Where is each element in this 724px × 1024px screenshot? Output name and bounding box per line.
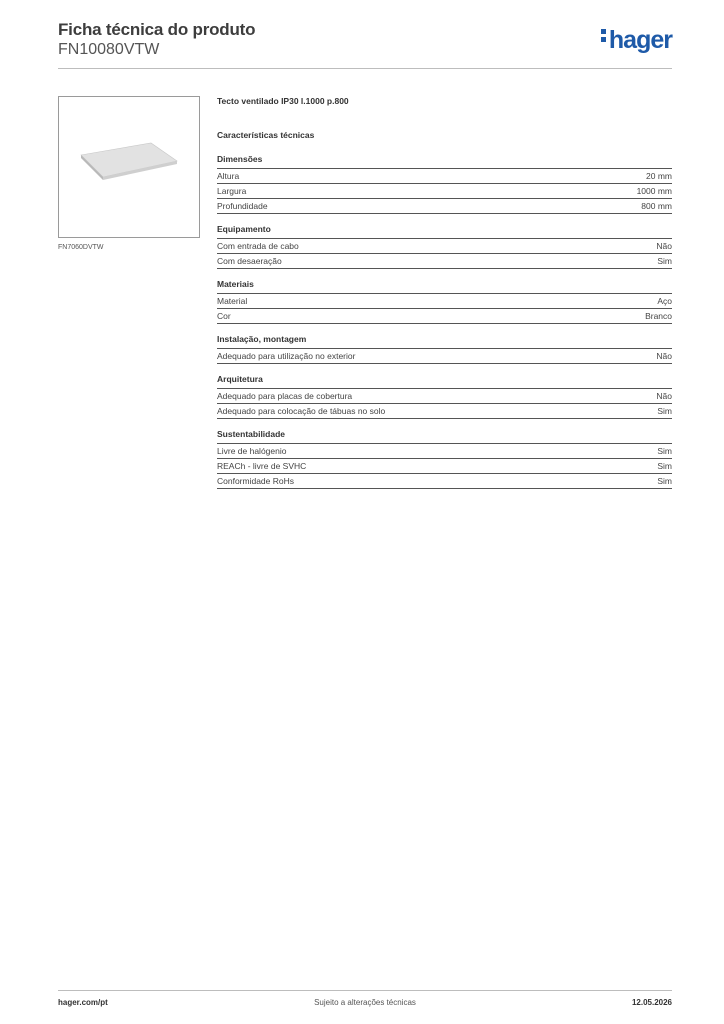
- product-image: [59, 97, 199, 237]
- spec-value: Sim: [657, 461, 672, 471]
- spec-row: [217, 254, 672, 269]
- footer-note: Sujeito a alterações técnicas: [314, 998, 416, 1007]
- spec-label: Com desaeração: [217, 256, 282, 266]
- spec-value: Não: [656, 351, 672, 361]
- product-code: FN10080VTW: [58, 41, 160, 58]
- spec-group-title: Equipamento: [217, 224, 672, 239]
- spec-value: Aço: [657, 296, 672, 306]
- footer-date: 12.05.2026: [631, 998, 672, 1007]
- spec-label: Livre de halógenio: [217, 446, 287, 456]
- spec-group: [217, 224, 672, 269]
- spec-value: Não: [656, 241, 672, 251]
- spec-value: Sim: [657, 256, 672, 266]
- header-divider: [58, 68, 672, 69]
- spec-content: [217, 96, 672, 499]
- spec-group-title: Dimensões: [217, 154, 672, 169]
- spec-value: Não: [656, 391, 672, 401]
- spec-label: Cor: [217, 311, 231, 321]
- spec-value: Sim: [657, 406, 672, 416]
- spec-row: [217, 349, 672, 364]
- spec-group: [217, 279, 672, 324]
- spec-row: [217, 444, 672, 459]
- spec-row: [217, 404, 672, 419]
- logo-dots-icon: [601, 26, 607, 45]
- spec-value: Sim: [657, 446, 672, 456]
- spec-row: [217, 199, 672, 214]
- spec-row: [217, 239, 672, 254]
- spec-row: [217, 389, 672, 404]
- spec-label: REACh - livre de SVHC: [217, 461, 307, 471]
- document-title: Ficha técnica do produto: [58, 20, 256, 39]
- hager-logo[interactable]: [601, 26, 672, 55]
- spec-row: [217, 294, 672, 309]
- spec-label: Profundidade: [217, 201, 268, 211]
- section-title: Características técnicas: [217, 130, 315, 140]
- spec-value: 1000 mm: [636, 186, 672, 196]
- spec-group: [217, 429, 672, 489]
- page-header: [58, 20, 672, 70]
- spec-value: Sim: [657, 476, 672, 486]
- spec-value: Branco: [645, 311, 672, 321]
- spec-value: 800 mm: [641, 201, 672, 211]
- spec-label: Material: [217, 296, 248, 306]
- spec-row: [217, 309, 672, 324]
- spec-groups: [217, 154, 672, 489]
- spec-label: Largura: [217, 186, 247, 196]
- spec-group: [217, 154, 672, 214]
- footer-website-link[interactable]: hager.com/pt: [58, 998, 108, 1007]
- product-image-frame: [58, 96, 200, 238]
- spec-label: Com entrada de cabo: [217, 241, 299, 251]
- spec-group-title: Sustentabilidade: [217, 429, 672, 444]
- footer-divider: [58, 990, 672, 991]
- spec-row: [217, 184, 672, 199]
- spec-label: Adequado para placas de cobertura: [217, 391, 353, 401]
- spec-row: [217, 459, 672, 474]
- spec-group-title: Instalação, montagem: [217, 334, 672, 349]
- spec-group: [217, 374, 672, 419]
- spec-row: [217, 169, 672, 184]
- product-description: Tecto ventilado IP30 l.1000 p.800: [217, 96, 349, 106]
- spec-group-title: Arquitetura: [217, 374, 672, 389]
- spec-label: Altura: [217, 171, 240, 181]
- spec-group-title: Materiais: [217, 279, 672, 294]
- spec-label: Adequado para colocação de tábuas no solo: [217, 406, 386, 416]
- logo-text: hager: [608, 26, 672, 54]
- spec-value: 20 mm: [646, 171, 672, 181]
- spec-group: [217, 334, 672, 364]
- spec-row: [217, 474, 672, 489]
- spec-label: Conformidade RoHs: [217, 476, 295, 486]
- spec-label: Adequado para utilização no exterior: [217, 351, 356, 361]
- image-caption: FN7060DVTW: [58, 244, 104, 251]
